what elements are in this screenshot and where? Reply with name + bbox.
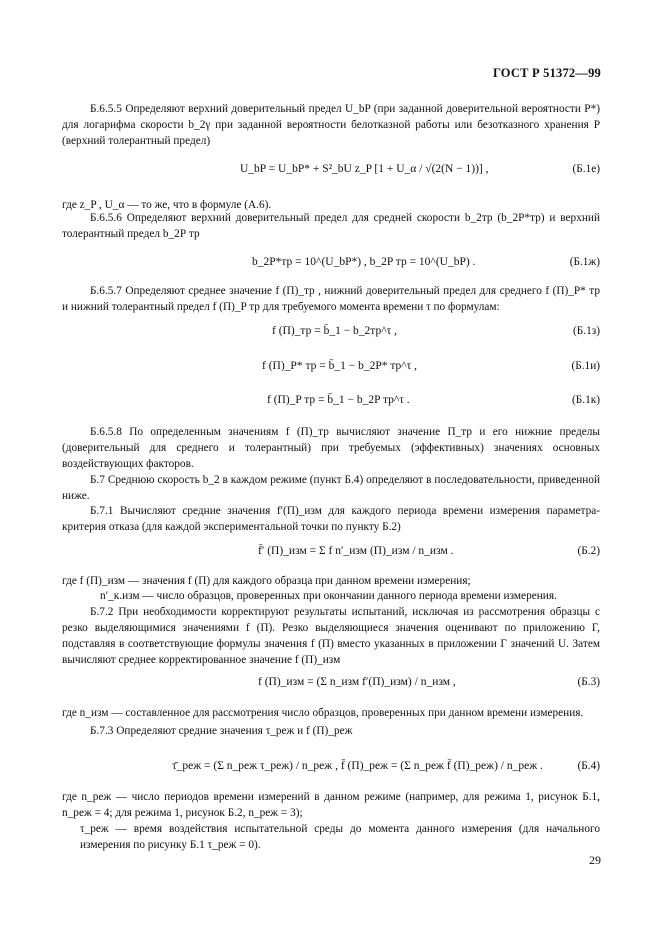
paragraph-where-fp: где f (П)_изм — значения f (П) для каждого образца при данном времени измерения; <box>62 575 471 587</box>
formula-b1e-number: (Б.1е) <box>572 163 600 175</box>
formula-b1e <box>62 163 600 181</box>
formula-b1i <box>62 360 600 378</box>
paragraph-b73: Б.7.3 Определяют средние значения τ_реж и f (П)_реж <box>90 725 353 737</box>
formula-b3 <box>62 676 600 694</box>
page-header: ГОСТ Р 51372—99 <box>492 66 601 80</box>
formula-b1k-number: (Б.1к) <box>572 394 600 406</box>
formula-b1i-body: f (П)_P* тр = b̄_1 − b_2P* тр^τ , <box>262 360 418 372</box>
paragraph-b72: Б.7.2 При необходимости корректируют результаты испытаний, исключая из рассмотрения образцы с резко выделяющимися значениями f (П). Резко выделяющиеся значения оценивают по приложению Г, подставляя в соответствующие формулы значения f (П) вместо указанных в приложении Г значений U. Затем вычисляют среднее корректированное значение f (П)_изм <box>62 606 600 666</box>
paragraph-b7: Б.7 Среднюю скорость b_2 в каждом режиме (пункт Б.4) определяют в последовательности, приведенной ниже. <box>62 474 600 502</box>
formula-b1zh-number: (Б.1ж) <box>569 256 600 268</box>
formula-b4-body: τ̄_реж = (Σ n_реж τ_реж) / n_реж , f̄ (П)_реж = (Σ n_реж f̄ (П)_реж) / n_реж . <box>172 760 543 772</box>
paragraph-where-nizm: где n_изм — составленное для рассмотрения число образцов, проверенных при данном времени измерения. <box>62 707 584 719</box>
formula-b4 <box>62 760 600 778</box>
formula-b2-body: f̄′ (П)_изм = Σ f n′_изм (П)_изм / n_изм . <box>258 545 454 557</box>
paragraph-where-nk: n′_к.изм — число образцов, проверенных при окончании данного периода времени измерения. <box>100 590 557 602</box>
paragraph-b656: Б.6.5.6 Определяют верхний доверительный предел для средней скорости b_2тр (b_2P*тр) и верхний толерантный предел b_2Р тр <box>62 212 600 240</box>
formula-b3-number: (Б.3) <box>577 676 600 688</box>
formula-b1z-number: (Б.1з) <box>573 325 600 337</box>
formula-b1z <box>62 325 600 343</box>
formula-b1z-body: f (П)_тр = b̄_1 − b_2тр^τ , <box>272 325 397 337</box>
formula-b1zh-body: b_2P*тр = 10^(U_bP*) , b_2P тр = 10^(U_bP) . <box>252 256 476 268</box>
formula-b2-number: (Б.2) <box>577 545 600 557</box>
paragraph-where-nrezh: где n_реж — число периодов времени измерений в данном режиме (например, для режима 1, рисунок Б.1, n_реж = 4; для режима 1, рисунок Б.2, n_реж = 3); <box>62 791 600 819</box>
formula-b1e-body: U_bP = U_bP* + S²_bU z_P [1 + U_α / √(2(N − 1))] , <box>240 163 489 175</box>
formula-b1zh <box>62 256 600 274</box>
formula-b3-body: f (П)_изм = (Σ n_изм f′(П)_изм) / n_изм , <box>258 676 456 688</box>
paragraph-where-taurezh: τ_реж — время воздействия испытательной среды до момента данного измерения (для начального измерения по рисунку Б.1 τ_реж = 0). <box>80 823 600 851</box>
formula-b1k <box>62 394 600 412</box>
paragraph-where-zp: где z_P , U_α — то же, что в формуле (А.6). <box>62 199 272 211</box>
paragraph-b71: Б.7.1 Вычисляют средние значения f′(П)_изм для каждого периода времени измерения параметра-критерия отказа (для каждой экспериментальной точки по пункту Б.2) <box>62 505 600 533</box>
paragraph-b655: Б.6.5.5 Определяют верхний доверительный предел U_bP (при заданной доверительной вероятности P*) для логарифма скорости b_2γ при заданной вероятности белотказной работы или безотказного хранения P (верхний толерантный предел) <box>62 103 600 147</box>
paragraph-b657: Б.6.5.7 Определяют среднее значение f (П)_тр , нижний доверительный предел для среднего f (П)_P* тр и нижний толерантный предел f (П)_P тр для требуемого момента времени τ по формулам: <box>62 285 600 313</box>
formula-b4-number: (Б.4) <box>577 760 600 772</box>
paragraph-b658: Б.6.5.8 По определенным значениям f (П)_тр вычисляют значение П_тр и его нижние пределы (доверительный для среднего и толерантный) при требуемых (эффективных) значениях основных воздействующих факторов. <box>62 426 600 470</box>
page-number: 29 <box>589 853 601 867</box>
formula-b1i-number: (Б.1и) <box>571 360 600 372</box>
formula-b1k-body: f (П)_P тр = b̄_1 − b_2P тр^τ . <box>267 394 410 406</box>
formula-b2 <box>62 545 600 563</box>
